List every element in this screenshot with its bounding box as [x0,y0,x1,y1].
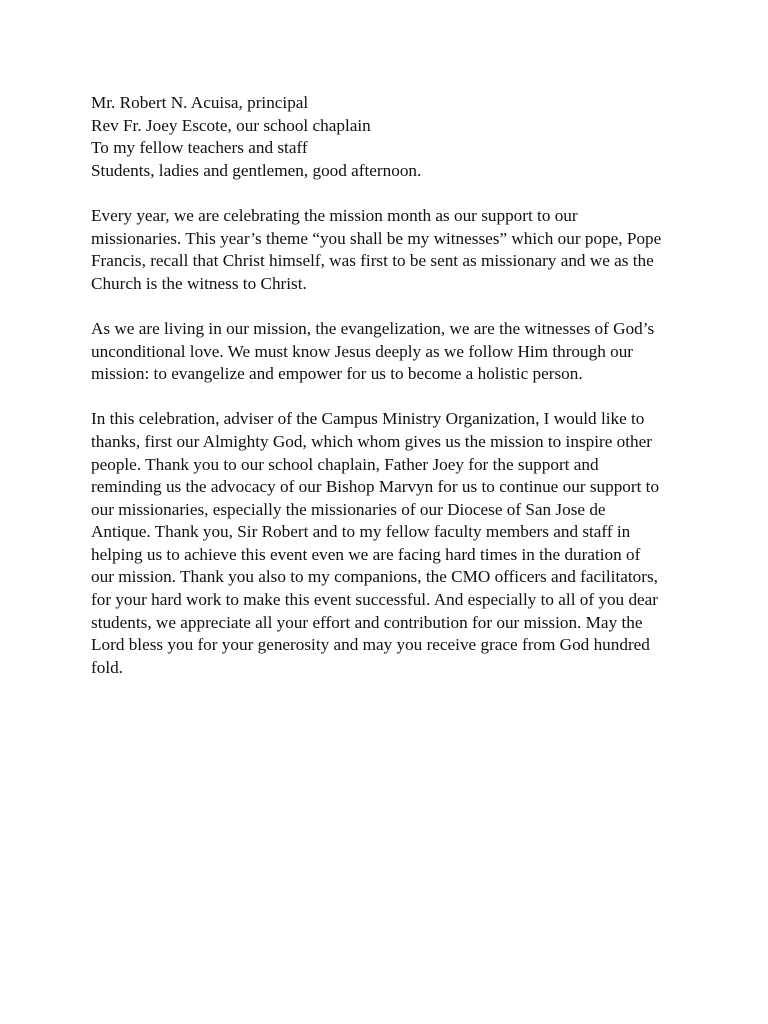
paragraph-line: our mission. Thank you also to my companions, the CMO officers and facilitators, [91,567,658,587]
paragraph-spacer [91,295,691,318]
letter-body [91,92,691,679]
paragraph-line: students, we appreciate all your effort and contribution for our mission. May the [91,612,643,632]
paragraph-line: Church is the witness to Christ. [91,273,307,293]
paragraph-line: Every year, we are celebrating the mission month as our support to our [91,205,578,225]
paragraph-line: people. Thank you to our school chaplain, Father Joey for the support and [91,454,599,474]
paragraph-line: fold. [91,657,123,677]
paragraph-line: missionaries. This year’s theme “you shall be my witnesses” which our pope, Pope [91,228,662,248]
salutation-line: Students, ladies and gentlemen, good afternoon. [91,160,422,180]
paragraph-spacer [91,182,691,205]
paragraph-line: unconditional love. We must know Jesus deeply as we follow Him through our [91,341,634,361]
salutation-line: Rev Fr. Joey Escote, our school chaplain [91,115,371,135]
paragraph-line: for your hard work to make this event successful. And especially to all of you dear [91,590,659,610]
paragraph-line: thanks, first our Almighty God, which whom gives us the mission to inspire other [91,431,652,451]
salutation-line: Mr. Robert N. Acuisa, principal [91,93,309,112]
paragraph-line: Lord bless you for your generosity and may you receive grace from God hundred [91,635,650,655]
paragraph-line: reminding us the advocacy of our Bishop Marvyn for us to continue our support to [91,477,660,497]
paragraph-spacer [91,386,691,409]
paragraph-line: Francis, recall that Christ himself, was first to be sent as missionary and we as the [91,251,654,271]
paragraph-line: Antique. Thank you, Sir Robert and to my fellow faculty members and staff in [91,522,631,542]
paragraph-line: helping us to achieve this event even we are facing hard times in the duration of [91,544,641,564]
salutation-block [91,92,691,182]
paragraph-thanks [91,408,691,679]
paragraph-line: our missionaries, especially the missionaries of our Diocese of San Jose de [91,499,606,519]
salutation-line: To my fellow teachers and staff [91,138,308,158]
paragraph-line: In this celebration, adviser of the Campus Ministry Organization, I would like to [91,409,645,429]
paragraph-line: mission: to evangelize and empower for us to become a holistic person. [91,364,583,384]
paragraph-line: As we are living in our mission, the evangelization, we are the witnesses of God’s [91,318,655,338]
paragraph-evangelization [91,318,691,386]
paragraph-mission-month [91,205,691,295]
